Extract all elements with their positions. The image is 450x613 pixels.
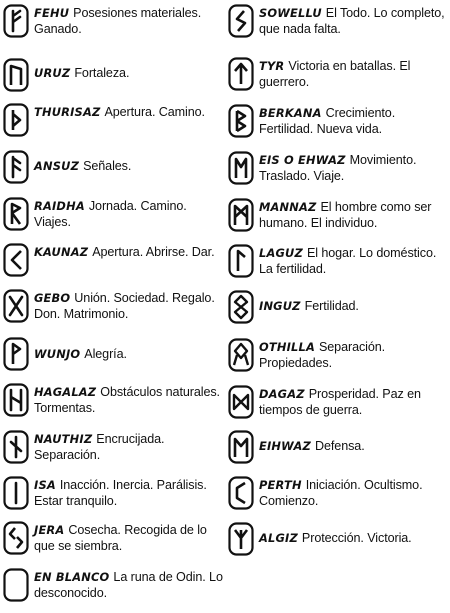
rune-berkana-icon <box>228 104 254 138</box>
rune-ansuz-icon <box>3 150 29 184</box>
rune-entry-dagaz <box>225 383 450 427</box>
rune-entry-fehu <box>0 2 225 46</box>
rune-hagalaz-icon <box>3 383 29 417</box>
rune-blank-icon <box>3 568 29 602</box>
rune-description: Separación. Propiedades. <box>259 340 386 370</box>
rune-description: Encrucijada. Separación. <box>34 432 165 462</box>
rune-entry-perth <box>225 474 450 518</box>
rune-name: ALGIZ <box>259 531 298 545</box>
rune-entry-raidha <box>0 195 225 239</box>
rune-name: EIS O EHWAZ <box>259 153 346 167</box>
rune-eihwaz-icon <box>228 430 254 464</box>
rune-description: Protección. Victoria. <box>301 531 412 545</box>
rune-perth-icon <box>228 476 254 510</box>
rune-entry-ehwaz <box>225 149 450 193</box>
rune-entry-blank <box>0 566 225 610</box>
rune-entry-sowellu <box>225 2 450 46</box>
rune-name: ISA <box>34 478 56 492</box>
rune-entry-thurisaz <box>0 101 225 145</box>
rune-name: OTHILLA <box>259 340 315 354</box>
rune-entry-ansuz <box>0 148 225 192</box>
rune-entry-algiz <box>225 520 450 564</box>
rune-entry-nauthiz <box>0 428 225 472</box>
rune-entry-jera <box>0 519 225 563</box>
rune-name: WUNJO <box>34 347 81 361</box>
rune-name: JERA <box>34 523 65 537</box>
rune-entry-othilla <box>225 336 450 380</box>
rune-name: ANSUZ <box>34 159 80 173</box>
rune-description: La runa de Odin. Lo desconocido. <box>34 570 223 600</box>
rune-description: Jornada. Camino. Viajes. <box>34 199 187 229</box>
rune-uruz-icon <box>3 58 29 92</box>
rune-name: EN BLANCO <box>34 570 110 584</box>
rune-entry-tyr <box>225 55 450 99</box>
rune-sowellu-icon <box>228 4 254 38</box>
rune-description: Victoria en batallas. El guerrero. <box>259 59 411 89</box>
rune-laguz-icon <box>228 244 254 278</box>
rune-description: Prosperidad. Paz en tiempos de guerra. <box>259 387 421 417</box>
rune-name: TYR <box>259 59 285 73</box>
rune-entry-berkana <box>225 102 450 146</box>
rune-name: PERTH <box>259 478 302 492</box>
rune-name: FEHU <box>34 6 70 20</box>
rune-entry-wunjo <box>0 335 225 379</box>
rune-description: El Todo. Lo completo, que nada falta. <box>259 6 445 36</box>
rune-description: Movimiento. Traslado. Viaje. <box>259 153 417 183</box>
rune-jera-icon <box>3 521 29 555</box>
rune-entry-hagalaz <box>0 381 225 425</box>
rune-wunjo-icon <box>3 337 29 371</box>
rune-name: THURISAZ <box>34 105 101 119</box>
rune-raidha-icon <box>3 197 29 231</box>
rune-name: MANNAZ <box>259 200 317 214</box>
rune-description: Fertilidad. <box>304 299 359 313</box>
rune-description: Señales. <box>83 159 132 173</box>
rune-name: HAGALAZ <box>34 385 97 399</box>
rune-description: Iniciación. Ocultismo. Comienzo. <box>259 478 423 508</box>
rune-description: Defensa. <box>315 439 365 453</box>
rune-algiz-icon <box>228 522 254 556</box>
rune-name: INGUZ <box>259 299 301 313</box>
rune-description: Obstáculos naturales. Tormentas. <box>34 385 220 415</box>
rune-thurisaz-icon <box>3 103 29 137</box>
rune-name: KAUNAZ <box>34 245 89 259</box>
rune-description: Apertura. Camino. <box>104 105 205 119</box>
rune-name: BERKANA <box>259 106 322 120</box>
rune-mannaz-icon <box>228 198 254 232</box>
rune-inguz-icon <box>228 290 254 324</box>
rune-ehwaz-icon <box>228 151 254 185</box>
rune-entry-inguz <box>225 288 450 332</box>
rune-name: SOWELLU <box>259 6 322 20</box>
rune-entry-kaunaz <box>0 241 225 285</box>
rune-name: URUZ <box>34 66 71 80</box>
rune-name: EIHWAZ <box>259 439 311 453</box>
rune-description: Fortaleza. <box>74 66 130 80</box>
rune-nauthiz-icon <box>3 430 29 464</box>
rune-description: Apertura. Abrirse. Dar. <box>92 245 215 259</box>
rune-entry-laguz <box>225 242 450 286</box>
rune-gebo-icon <box>3 289 29 323</box>
rune-name: LAGUZ <box>259 246 303 260</box>
rune-description: Posesiones materiales. Ganado. <box>34 6 202 36</box>
rune-name: DAGAZ <box>259 387 305 401</box>
rune-description: El hombre como ser humano. El individuo. <box>259 200 432 230</box>
rune-fehu-icon <box>3 4 29 38</box>
rune-isa-icon <box>3 476 29 510</box>
rune-name: RAIDHA <box>34 199 85 213</box>
rune-entry-isa <box>0 474 225 518</box>
rune-entry-gebo <box>0 287 225 331</box>
rune-description: Inacción. Inercia. Parálisis. Estar tranquilo. <box>34 478 207 508</box>
rune-tyr-icon <box>228 57 254 91</box>
rune-entry-mannaz <box>225 196 450 240</box>
rune-description: Unión. Sociedad. Regalo. Don. Matrimonio. <box>34 291 215 321</box>
rune-entry-eihwaz <box>225 428 450 472</box>
rune-description: Cosecha. Recogida de lo que se siembra. <box>34 523 207 553</box>
rune-description: Crecimiento. Fertilidad. Nueva vida. <box>259 106 396 136</box>
rune-name: GEBO <box>34 291 71 305</box>
rune-entry-uruz <box>0 56 225 100</box>
rune-name: NAUTHIZ <box>34 432 93 446</box>
rune-dagaz-icon <box>228 385 254 419</box>
rune-description: El hogar. Lo doméstico. La fertilidad. <box>259 246 437 276</box>
rune-othilla-icon <box>228 338 254 372</box>
rune-kaunaz-icon <box>3 243 29 277</box>
rune-description: Alegría. <box>84 347 127 361</box>
